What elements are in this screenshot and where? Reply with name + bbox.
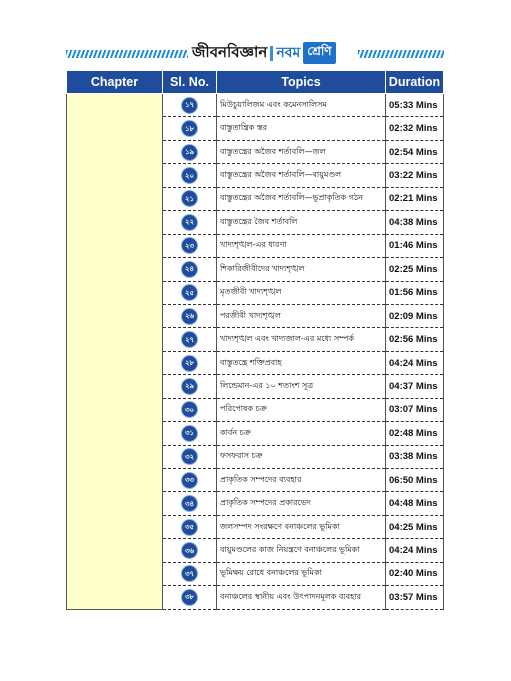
duration-cell: 04:37 Mins	[386, 375, 444, 398]
decorative-stripes-left	[66, 50, 188, 58]
sl-no-cell	[163, 258, 217, 281]
sl-no-badge: ২১	[182, 191, 197, 206]
duration-cell: 03:57 Mins	[386, 586, 444, 609]
duration-cell: 06:50 Mins	[386, 469, 444, 492]
topic-cell: মিউচুয়ালিজম এবং কমেনসালিসম	[217, 94, 386, 117]
column-header-topics: Topics	[217, 71, 386, 94]
column-header-sl-no: Sl. No.	[163, 71, 217, 94]
sl-no-badge: ১৭	[182, 98, 197, 113]
sl-no-badge: ২৪	[182, 262, 197, 277]
duration-cell: 01:56 Mins	[386, 281, 444, 304]
duration-cell: 03:38 Mins	[386, 445, 444, 468]
topic-cell: ফসফরাস চক্র	[217, 445, 386, 468]
column-header-duration: Duration	[386, 71, 444, 94]
sl-no-badge: ৩০	[182, 402, 197, 417]
topic-cell: পরজীবী খাদ্যশৃঙ্খল	[217, 304, 386, 327]
duration-cell: 02:09 Mins	[386, 304, 444, 327]
sl-no-cell	[163, 586, 217, 609]
sl-no-cell	[163, 539, 217, 562]
sl-no-badge: ২৭	[182, 332, 197, 347]
duration-cell: 01:46 Mins	[386, 234, 444, 257]
topic-cell: শিকারিজীবীদের খাদ্যশৃঙ্খল	[217, 258, 386, 281]
duration-cell: 04:48 Mins	[386, 492, 444, 515]
sl-no-badge: ২৯	[182, 379, 197, 394]
decorative-stripes-right	[358, 50, 444, 58]
duration-cell: 02:21 Mins	[386, 187, 444, 210]
sl-no-badge: ১৮	[182, 121, 197, 136]
duration-cell: 02:48 Mins	[386, 422, 444, 445]
sl-no-badge: ২৫	[182, 285, 197, 300]
sl-no-cell	[163, 328, 217, 351]
sl-no-cell	[163, 94, 217, 117]
topic-cell: খাদ্যশৃঙ্খল এবং খাদ্যজাল-এর মধ্যে সম্পর্ক	[217, 328, 386, 351]
sl-no-cell	[163, 211, 217, 234]
brand-badge: শ্রেণি	[303, 42, 335, 64]
sl-no-badge: ২৮	[182, 356, 197, 371]
sl-no-cell	[163, 515, 217, 538]
duration-cell: 02:54 Mins	[386, 140, 444, 163]
topic-cell: মৃতজীবী খাদ্যশৃঙ্খল	[217, 281, 386, 304]
duration-cell: 03:07 Mins	[386, 398, 444, 421]
sl-no-cell	[163, 117, 217, 140]
sl-no-badge: ৩৬	[182, 543, 197, 558]
sl-no-cell	[163, 445, 217, 468]
sl-no-cell	[163, 422, 217, 445]
topic-cell: বাস্তুতন্ত্রের জৈব শর্তাবলি	[217, 211, 386, 234]
duration-cell: 05:33 Mins	[386, 94, 444, 117]
sl-no-badge: ৩৩	[182, 473, 197, 488]
topic-cell: বাস্তুতন্ত্রের অজৈব শর্তাবলি—জল	[217, 140, 386, 163]
sl-no-cell	[163, 469, 217, 492]
duration-cell: 04:24 Mins	[386, 539, 444, 562]
sl-no-cell	[163, 234, 217, 257]
duration-cell: 04:25 Mins	[386, 515, 444, 538]
topic-cell: বাস্তুতন্ত্রের অজৈব শর্তাবলি—বায়ুমণ্ডল	[217, 164, 386, 187]
brand-main-text: জীবনবিজ্ঞান	[192, 42, 268, 61]
column-header-chapter: Chapter	[67, 71, 163, 94]
sl-no-cell	[163, 398, 217, 421]
sl-no-badge: ৩৪	[182, 496, 197, 511]
topic-cell: বায়ুমণ্ডলের কাজ নিয়ন্ত্রণে বনাঞ্চলের ভূমিকা	[217, 539, 386, 562]
sl-no-cell	[163, 187, 217, 210]
sl-no-badge: ৩৭	[182, 566, 197, 581]
topic-cell: বাস্তুতন্ত্রের অজৈব শর্তাবলি—ভূপ্রাকৃতিক গঠন	[217, 187, 386, 210]
sl-no-badge: ২৬	[182, 309, 197, 324]
duration-cell: 04:24 Mins	[386, 351, 444, 374]
table-body	[67, 94, 444, 610]
sl-no-cell	[163, 492, 217, 515]
topic-cell: বনাঞ্চলের স্থানীয় এবং উৎপাদনমূলক ব্যবহার	[217, 586, 386, 609]
topic-cell: জলসম্পদ সংরক্ষণে বনাঞ্চলের ভূমিকা	[217, 515, 386, 538]
topic-cell: বাস্তুতান্ত্রিক স্তর	[217, 117, 386, 140]
duration-cell: 02:40 Mins	[386, 562, 444, 585]
page-header	[0, 42, 511, 64]
topic-cell: কার্বন চক্র	[217, 422, 386, 445]
duration-cell: 02:32 Mins	[386, 117, 444, 140]
duration-cell: 02:25 Mins	[386, 258, 444, 281]
sl-no-cell	[163, 281, 217, 304]
duration-cell: 04:38 Mins	[386, 211, 444, 234]
brand-separator	[270, 46, 273, 61]
topic-cell: প্রাকৃতিক সম্পদের ব্যবহার	[217, 469, 386, 492]
sl-no-cell	[163, 375, 217, 398]
topic-cell: লিন্ডেমান-এর ১০ শতাংশ সূত্র	[217, 375, 386, 398]
sl-no-cell	[163, 140, 217, 163]
duration-cell: 03:22 Mins	[386, 164, 444, 187]
sl-no-badge: ১৯	[182, 145, 197, 160]
sl-no-badge: ৩২	[182, 449, 197, 464]
brand-class-text: নবম	[276, 45, 301, 61]
sl-no-cell	[163, 164, 217, 187]
duration-cell: 02:56 Mins	[386, 328, 444, 351]
topics-table	[66, 70, 444, 610]
topic-cell: বাস্তুতন্ত্রে শক্তিপ্রবাহ	[217, 351, 386, 374]
topic-cell: পরিপোষক চক্র	[217, 398, 386, 421]
sl-no-badge: ৩১	[182, 426, 197, 441]
table-row	[67, 94, 444, 117]
topic-cell: খাদ্যশৃঙ্খল-এর ধারণা	[217, 234, 386, 257]
topic-cell: প্রাকৃতিক সম্পদের প্রকারভেদ	[217, 492, 386, 515]
brand-title	[192, 42, 336, 64]
sl-no-badge: ২২	[182, 215, 197, 230]
sl-no-badge: ৩৫	[182, 520, 197, 535]
sl-no-cell	[163, 304, 217, 327]
topic-cell: ভূমিক্ষয় রোধে বনাঞ্চলের ভূমিকা	[217, 562, 386, 585]
chapter-cell	[67, 94, 163, 610]
sl-no-cell	[163, 351, 217, 374]
sl-no-cell	[163, 562, 217, 585]
sl-no-badge: ২৩	[182, 238, 197, 253]
table-header-row	[67, 71, 444, 94]
sl-no-badge: ২০	[182, 168, 197, 183]
sl-no-badge: ৩৮	[182, 590, 197, 605]
